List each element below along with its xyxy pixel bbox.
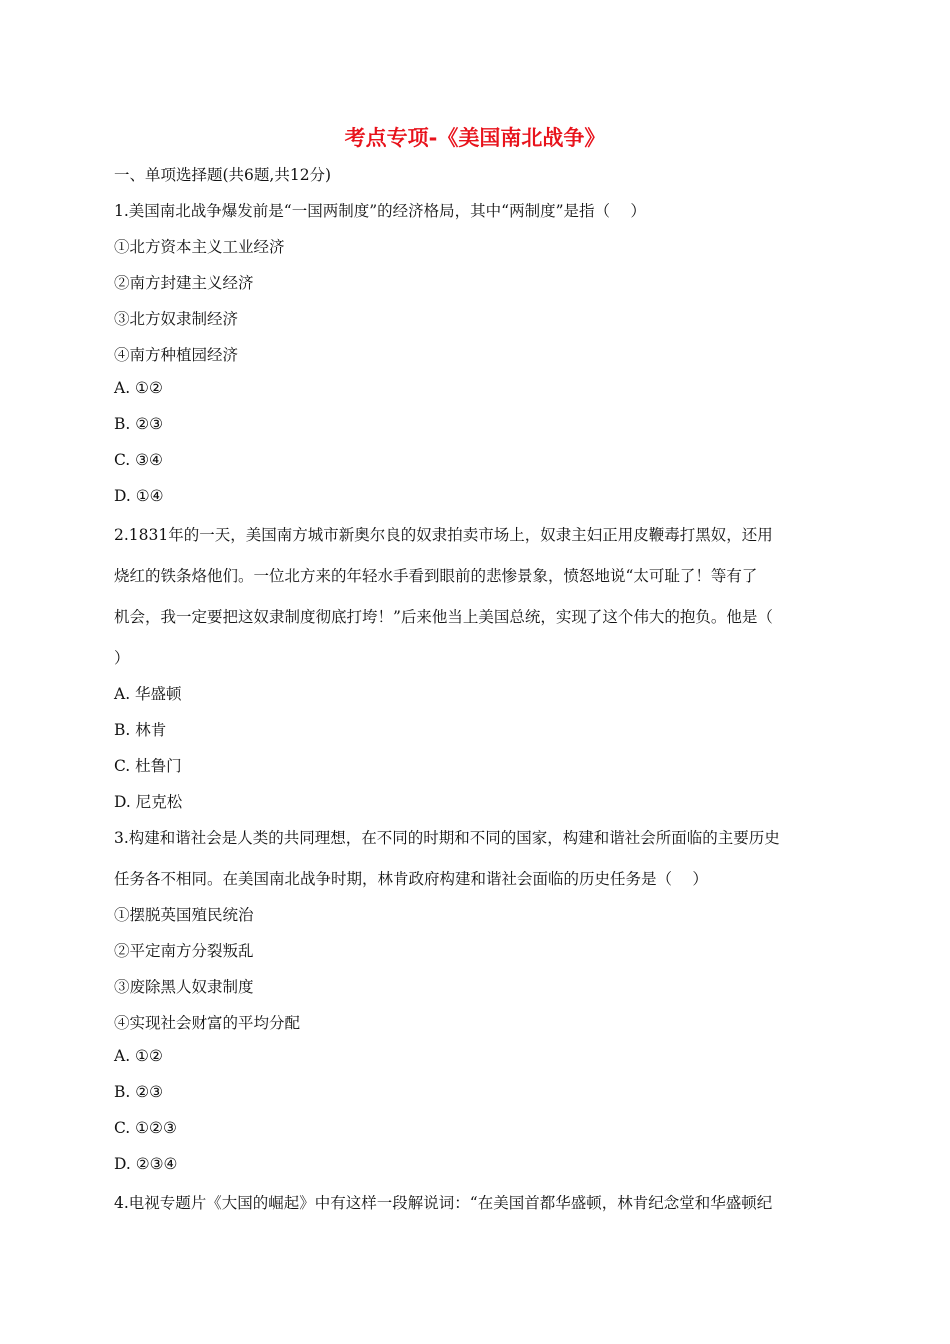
q1-option-a: A. ①② <box>114 379 163 397</box>
q1-statement-1: ①北方资本主义工业经济 <box>114 238 285 256</box>
question-3-stem-line-2: 任务各不相同。在美国南北战争时期，林肯政府构建和谐社会面临的历史任务是（ ） <box>114 870 708 888</box>
q1-statement-2: ②南方封建主义经济 <box>114 274 254 292</box>
question-2-stem-line-1: 2.1831年的一天，美国南方城市新奥尔良的奴隶拍卖市场上，奴隶主妇正用皮鞭毒打黑奴，还用 <box>114 526 773 544</box>
question-1-stem: 1.美国南北战争爆发前是“一国两制度”的经济格局，其中“两制度”是指（ ） <box>114 202 646 220</box>
question-2-stem-line-2: 烧红的铁条烙他们。一位北方来的年轻水手看到眼前的悲惨景象，愤怒地说“太可耻了！等有了 <box>114 567 758 585</box>
q2-option-b: B. 林肯 <box>114 721 167 739</box>
q1-option-c: C. ③④ <box>114 451 163 469</box>
q1-statement-4: ④南方种植园经济 <box>114 346 239 364</box>
q2-option-c: C. 杜鲁门 <box>114 757 182 775</box>
q3-statement-2: ②平定南方分裂叛乱 <box>114 942 254 960</box>
q1-option-d: D. ①④ <box>114 487 164 505</box>
question-3-stem-line-1: 3.构建和谐社会是人类的共同理想，在不同的时期和不同的国家，构建和谐社会所面临的主要历史 <box>114 829 780 847</box>
q1-statement-3: ③北方奴隶制经济 <box>114 310 239 328</box>
question-4-stem-line-1: 4.电视专题片《大国的崛起》中有这样一段解说词：“在美国首都华盛顿，林肯纪念堂和华盛顿纪 <box>114 1194 773 1212</box>
question-2-stem-line-3: 机会，我一定要把这奴隶制度彻底打垮！”后来他当上美国总统，实现了这个伟大的抱负。他是（ <box>114 608 773 626</box>
section-heading: 一、单项选择题(共6题,共12分) <box>114 166 332 184</box>
q3-statement-4: ④实现社会财富的平均分配 <box>114 1014 301 1032</box>
q3-statement-3: ③废除黑人奴隶制度 <box>114 978 254 996</box>
q1-option-b: B. ②③ <box>114 415 164 433</box>
q2-option-d: D. 尼克松 <box>114 793 183 811</box>
q2-option-a: A. 华盛顿 <box>114 685 182 703</box>
q3-option-c: C. ①②③ <box>114 1119 177 1137</box>
q3-option-a: A. ①② <box>114 1047 163 1065</box>
q3-option-d: D. ②③④ <box>114 1155 178 1173</box>
page-title: 考点专项-《美国南北战争》 <box>344 126 606 150</box>
q3-statement-1: ①摆脱英国殖民统治 <box>114 906 254 924</box>
q3-option-b: B. ②③ <box>114 1083 164 1101</box>
question-2-stem-line-4: ） <box>114 649 130 667</box>
